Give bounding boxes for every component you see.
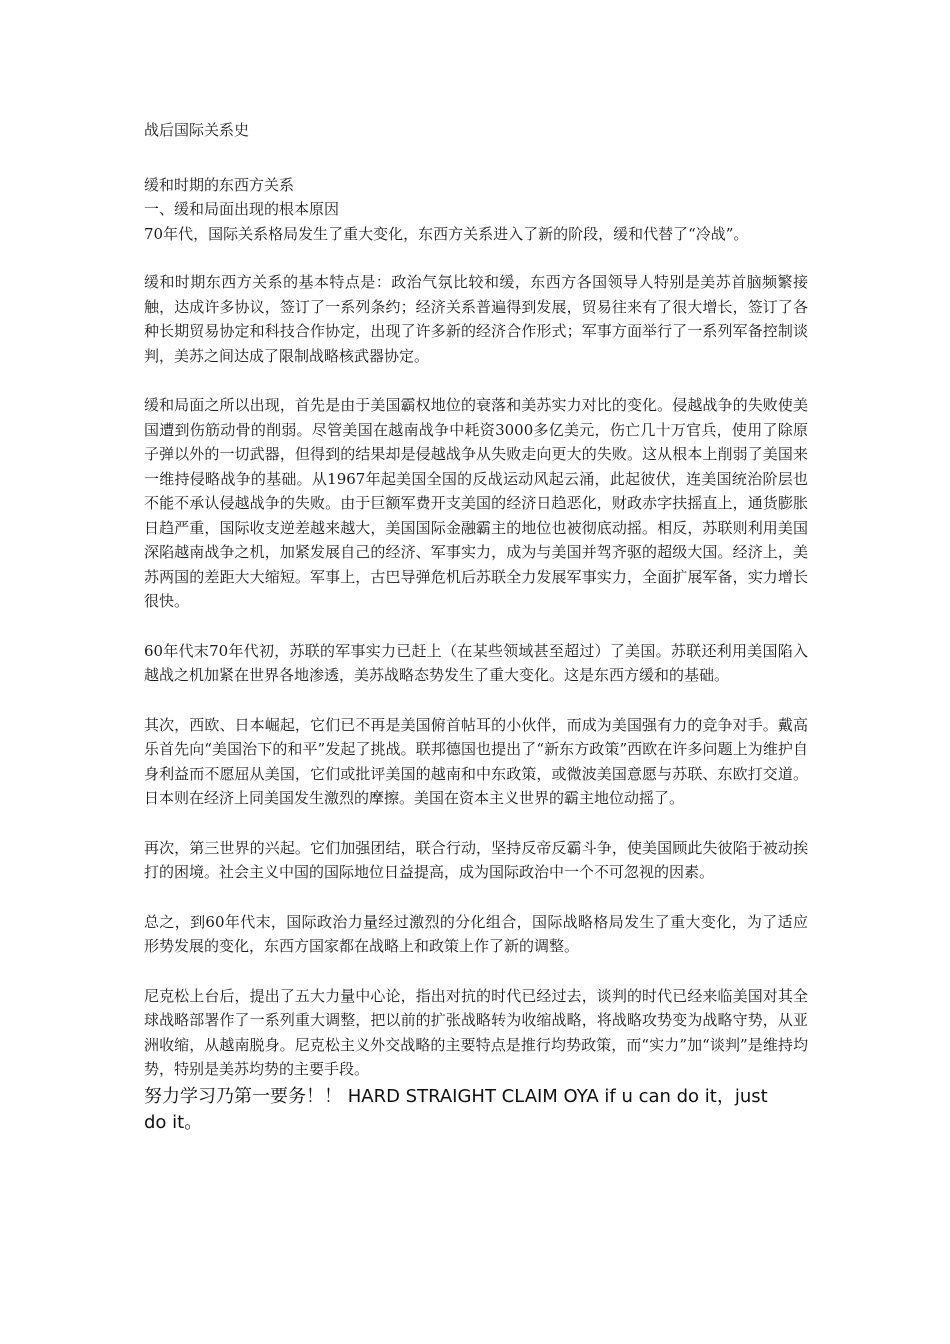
paragraph-5: 其次，西欧、日本崛起，它们已不再是美国俯首帖耳的小伙伴，而成为美国强有力的竞争对手。戴高乐首先向“美国治下的和平”发起了挑战。联邦德国也提出了“新东方政策”西欧在许多问题上为维护自身利益而不愿屈从美国，它们或批评美国的越南和中东政策，或微波美国意愿与苏联、东欧打交道。日本则在经济上同美国发生激烈的摩擦。美国在资本主义世界的霸主地位动摇了。: [144, 715, 808, 807]
paragraph-8: 尼克松上台后，提出了五大力量中心论，指出对抗的时代已经过去，谈判的时代已经来临美国对其全球战略部署作了一系列重大调整，把以前的扩张战略转为收缩战略，将战略攻势变为战略守势，从亚洲收缩，从越南脱身。尼克松主义外交战略的主要特点是推行均势政策，而“实力”加“谈判”是维持均势，特别是美苏均势的主要手段。: [144, 986, 808, 1078]
section-title: 缓和时期的东西方关系: [144, 175, 295, 194]
paragraph-2: 缓和时期东西方关系的基本特点是：政治气氛比较和缓，东西方各国领导人特别是美苏首脑频繁接触，达成许多协议，签订了一系列条约；经济关系普遍得到发展，贸易往来有了很大增长，签订了各种长期贸易协定和科技合作协定，出现了许多新的经济合作形式；军事方面举行了一系列军备控制谈判，美苏之间达成了限制战略核武器协定。: [144, 273, 808, 365]
document-title: 战后国际关系史: [144, 121, 250, 139]
footer-slogan: 努力学习乃第一要务！！ HARD STRAIGHT CLAIM OYA if u can do it，just do it。: [144, 1085, 768, 1133]
paragraph-7: 总之，到60年代末，国际政治力量经过激烈的分化组合，国际战略格局发生了重大变化，为了适应形势发展的变化，东西方国家都在战略上和政策上作了新的调整。: [144, 912, 808, 955]
paragraph-3: 缓和局面之所以出现，首先是由于美国霸权地位的衰落和美苏实力对比的变化。侵越战争的失败使美国遭到伤筋动骨的削弱。尽管美国在越南战争中耗资3000多亿美元，伤亡几十万官兵，使用了除原子弹以外的一切武器，但得到的结果却是侵越战争从失败走向更大的失败。这从根本上削弱了美国来一维持侵略战争的基础。从1967年起美国全国的反战运动风起云涌，此起彼伏，连美国统治阶层也不能不承认侵越战争的失败。由于巨额军费开支美国的经济日趋恶化，财政赤字扶摇直上，通货膨胀日趋严重，国际收支逆差越来越大，美国国际金融霸主的地位也被彻底动摇。相反，苏联则利用美国深陷越南战争之机，加紧发展自己的经济、军事实力，成为与美国并驾齐驱的超级大国。经济上，美苏两国的差距大大缩短。军事上，古巴导弹危机后苏联全力发展军事实力，全面扩展军备，实力增长很快。: [144, 396, 808, 610]
paragraph-6: 再次，第三世界的兴起。它们加强团结，联合行动，坚持反帝反霸斗争，使美国顾此失彼陷于被动挨打的困境。社会主义中国的国际地位日益提高，成为国际政治中一个不可忽视的因素。: [144, 838, 808, 881]
document-body: [144, 118, 808, 1136]
paragraph-4: 60年代末70年代初，苏联的军事实力已赶上（在某些领域甚至超过）了美国。苏联还利用美国陷入越战之机加紧在世界各地渗透，美苏战略态势发生了重大变化。这是东西方缓和的基础。: [144, 641, 808, 684]
paragraph-1: 70年代，国际关系格局发生了重大变化，东西方关系进入了新的阶段，缓和代替了“冷战”。: [144, 224, 749, 243]
subsection-title: 一、缓和局面出现的根本原因: [144, 200, 340, 218]
